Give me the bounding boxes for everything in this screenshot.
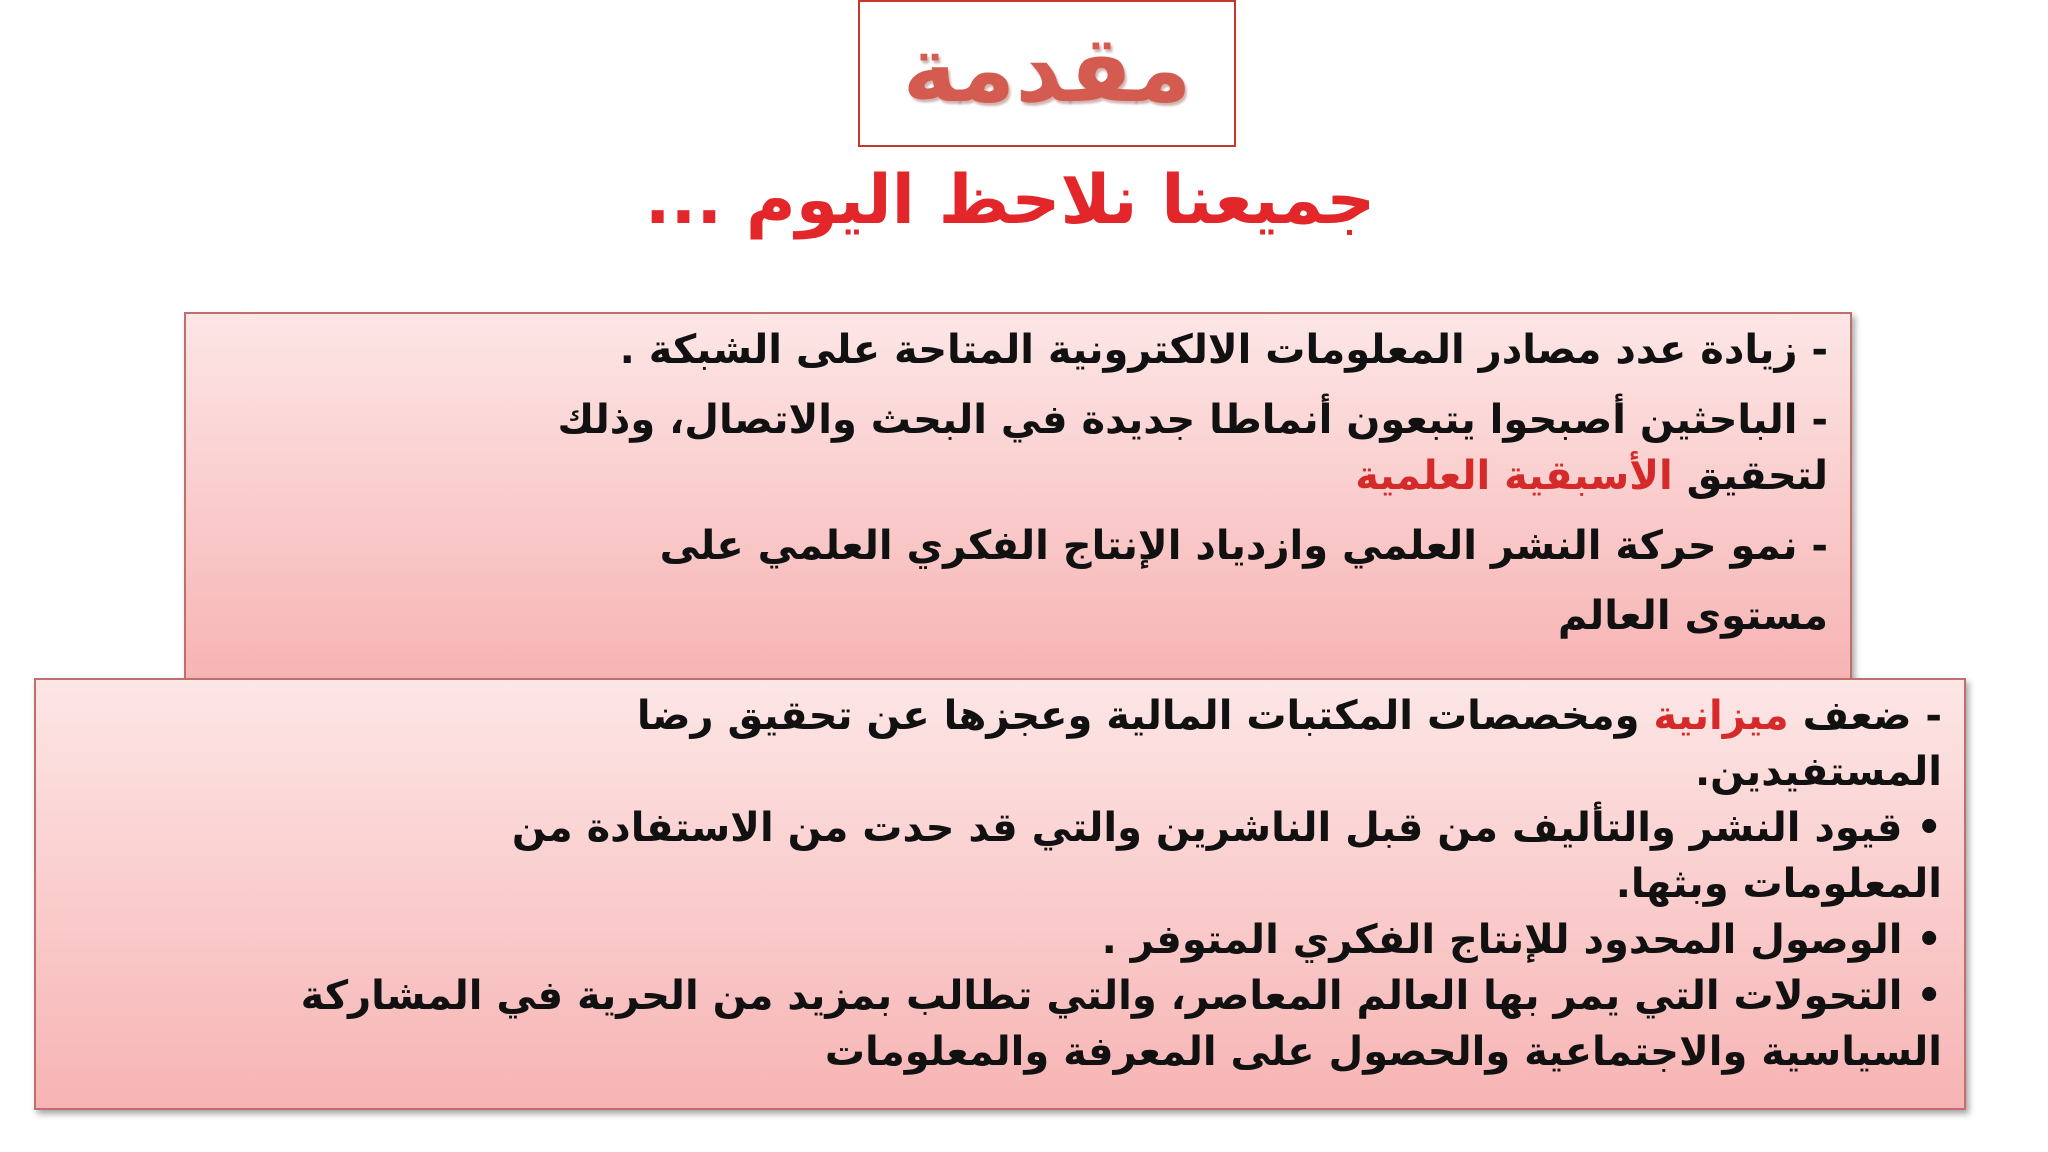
scientific-precedence-highlight: الأسبقية العلمية xyxy=(1355,453,1673,499)
bullet-publishing-growth-continuation: مستوى العالم xyxy=(1557,593,1828,639)
bullet-budget-weakness xyxy=(58,688,1942,744)
bullet-researchers-patterns: - الباحثين أصبحوا يتبعون أنماطا جديدة في البحث والاتصال، وذلك xyxy=(557,397,1828,443)
bullet-electronic-sources: - زيادة عدد مصادر المعلومات الالكترونية المتاحة على الشبكة . xyxy=(619,327,1828,373)
title-box xyxy=(858,0,1236,147)
bullet-budget-continuation: المستفيدين. xyxy=(1694,749,1942,795)
budget-highlight: ميزانية xyxy=(1653,693,1789,739)
bullet-limited-access: • الوصول المحدود للإنتاج الفكري المتوفر . xyxy=(1101,917,1942,963)
bullet-researchers-continuation xyxy=(208,448,1828,504)
budget-prefix: - ضعف xyxy=(1788,693,1942,739)
bullet-publishing-restrictions-continuation: المعلومات وبثها. xyxy=(1615,861,1942,907)
bullet-world-transformations: • التحولات التي يمر بها العالم المعاصر، والتي تطالب بمزيد من الحرية في المشاركة xyxy=(300,973,1942,1019)
bullet-publishing-growth: - نمو حركة النشر العلمي وازدياد الإنتاج الفكري العلمي على xyxy=(659,523,1828,569)
budget-suffix: ومخصصات المكتبات المالية وعجزها عن تحقيق رضا xyxy=(636,693,1654,739)
challenges-box xyxy=(34,678,1966,1110)
slide-title: مقدمة xyxy=(902,15,1192,123)
observations-box xyxy=(184,312,1852,680)
continuation-prefix: لتحقيق xyxy=(1672,453,1828,499)
bullet-publishing-restrictions: • قيود النشر والتأليف من قبل الناشرين والتي قد حدت من الاستفادة من xyxy=(511,805,1942,851)
bullet-world-transformations-continuation: السياسية والاجتماعية والحصول على المعرفة والمعلومات xyxy=(824,1029,1942,1075)
slide-subtitle: جميعنا نلاحظ اليوم ... xyxy=(644,161,1376,240)
